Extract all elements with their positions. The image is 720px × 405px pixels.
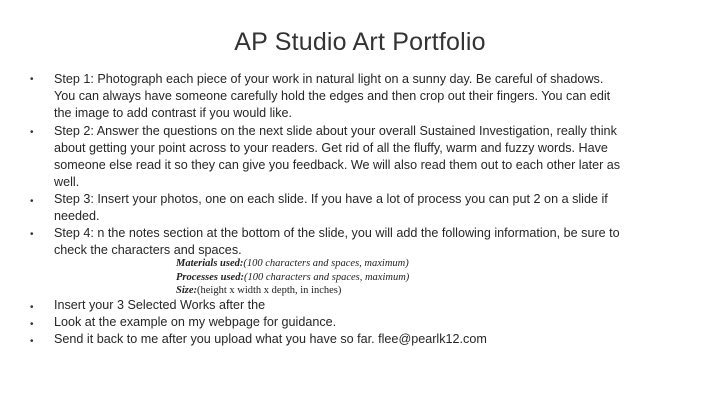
detail-label: Processes used:	[176, 271, 244, 283]
detail-processes	[176, 271, 409, 285]
slide-title: AP Studio Art Portfolio	[234, 28, 486, 56]
bullet-2-line-2: about getting your point across to your readers. Get rid of all the fluffy, warm and fuzzy words. Have	[54, 141, 608, 155]
bullet-2-line-1: Step 2: Answer the questions on the next slide about your overall Sustained Investigation, really think	[54, 124, 617, 138]
detail-size	[176, 284, 409, 298]
bullet-1-line-2: You can always have someone carefully hold the edges and then crop out their fingers. You can edit	[54, 89, 611, 103]
bullet-3-line-1: Step 3: Insert your photos, one on each slide. If you have a lot of process you can put 2 on a slide if	[54, 192, 608, 206]
bullet-marker: •	[30, 302, 34, 313]
detail-label: Materials used:	[176, 258, 244, 269]
bullet-1-line-1: Step 1: Photograph each piece of your work in natural light on a sunny day. Be careful of shadows.	[54, 72, 604, 86]
detail-materials	[176, 257, 409, 271]
bullet-1-line-3: the image to add contrast if you would like.	[54, 106, 293, 120]
detail-text: (100 characters and spaces, maximum)	[243, 271, 410, 283]
bullet-marker: •	[30, 336, 34, 347]
bullet-2-line-4: well.	[54, 175, 80, 189]
bullet-marker: •	[30, 196, 34, 207]
bullet-5-line: Insert your 3 Selected Works after the	[54, 298, 266, 312]
bullet-2-line-3: someone else read it so they can give you feedback. We will also read them out to each other later as	[54, 158, 621, 172]
detail-text: (100 characters and spaces, maximum)	[243, 258, 409, 269]
bullet-7-line: Send it back to me after you upload what you have so far. flee@pearlk12.com	[54, 332, 487, 346]
bullet-4-line-2: check the characters and spaces.	[54, 243, 242, 257]
bullet-marker: •	[30, 319, 34, 330]
bullet-3-line-2: needed.	[54, 209, 100, 223]
bullet-marker: •	[30, 127, 34, 138]
bullet-marker: •	[30, 229, 34, 240]
details-block	[176, 257, 409, 298]
bullet-marker: •	[30, 74, 34, 85]
bullet-4-line-1: Step 4: n the notes section at the bottom of the slide, you will add the following information, be sure to	[54, 226, 620, 240]
detail-label: Size:	[176, 285, 197, 296]
detail-text: (height x width x depth, in inches)	[197, 285, 342, 296]
bullet-6-line: Look at the example on my webpage for guidance.	[54, 315, 337, 329]
